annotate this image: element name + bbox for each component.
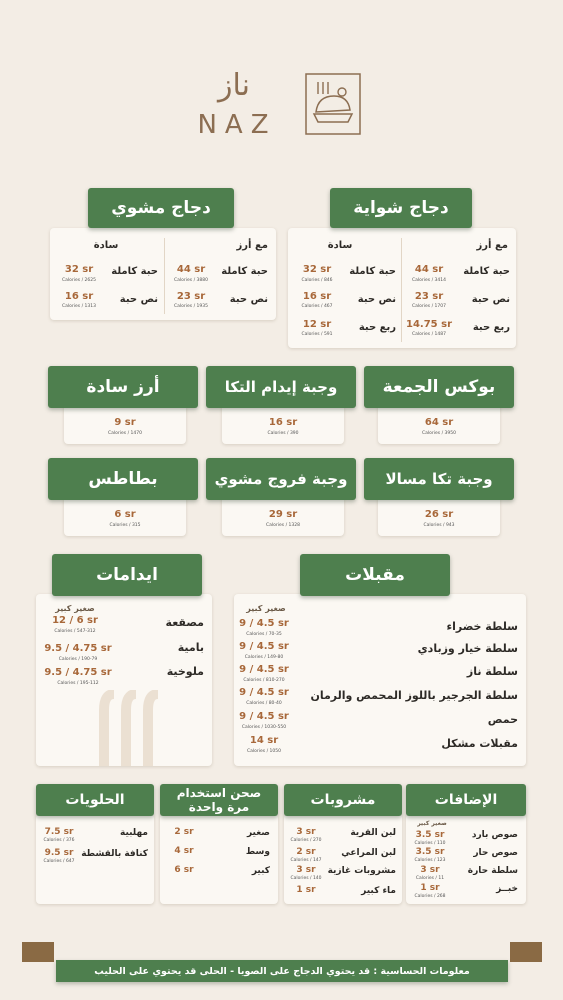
mashwi-plain-label: سادة: [93, 240, 119, 251]
farouj-meal-price: 29 sr: [268, 509, 298, 520]
shawaya-plain-price-2: 12 sr: [302, 319, 332, 330]
idamat-cal-2: Calories / 195-112: [57, 681, 99, 686]
footer-right-accent: [510, 942, 542, 962]
idamat-price-1: 9.5 / 4.75 sr: [44, 643, 112, 654]
shawaya-rice-item-2: ربع حبة: [472, 322, 510, 333]
dessert-price-0: 7.5 sr: [44, 827, 74, 837]
appetizer-price-3: 9 / 4.5 sr: [239, 687, 289, 698]
addition-cal-1: Calories / 123: [414, 858, 446, 863]
plate-item-0: صغير: [246, 828, 270, 838]
addition-price-0: 3.5 sr: [415, 830, 445, 840]
appetizer-item-0: سلطة خضراء: [446, 620, 518, 633]
shawaya-plain-price-1: 16 sr: [302, 291, 332, 302]
shawaya-rice-item-0: حبة كاملة: [463, 266, 510, 277]
mashwi-plain-item-1: نص حبة: [119, 294, 158, 305]
plate-price-2: 6 sr: [174, 865, 194, 875]
mashwi-rice-item-0: حبة كاملة: [221, 266, 268, 277]
addition-item-2: سلطة حارة: [467, 866, 518, 876]
appetizer-price-0: 9 / 4.5 sr: [239, 618, 289, 629]
shawaya-rice-cal-2: Calories / 1487: [412, 332, 446, 337]
idamat-item-2: ملوخية: [166, 665, 204, 678]
appetizer-item-2: سلطة ناز: [466, 665, 518, 678]
addition-item-1: صوص حار: [473, 848, 518, 858]
farouj-meal-header: وجبة فروج مشوي: [206, 458, 356, 500]
mashwi-rice-cal-1: Calories / 1935: [174, 304, 208, 309]
desserts-header: الحلويات: [36, 784, 154, 816]
potatoes-cal: Calories / 315: [109, 523, 141, 528]
mashwi-plain-price-0: 32 sr: [64, 264, 94, 275]
idamat-item-0: مصقعة: [165, 616, 204, 629]
friday-box-price: 64 sr: [424, 417, 454, 428]
appetizer-cal-0: Calories / 70-35: [246, 632, 282, 637]
addition-item-3: خبــز: [496, 884, 518, 894]
dessert-cal-1: Calories / 647: [43, 859, 75, 864]
shawaya-header: دجاج شواية: [330, 188, 472, 228]
plates-header-line1: صحن استخدام: [176, 786, 262, 800]
appetizer-item-5: مقبلات مشكل: [441, 737, 518, 750]
shawaya-rice-cal-0: Calories / 3414: [412, 278, 446, 283]
shawaya-rice-price-1: 23 sr: [414, 291, 444, 302]
mashwi-rice-item-1: نص حبة: [229, 294, 268, 305]
additions-header: الإضافات: [406, 784, 526, 816]
drink-cal-2: Calories / 140: [290, 876, 322, 881]
mashwi-rice-price-0: 44 sr: [176, 264, 206, 275]
shawaya-rice-price-2: 14.75 sr: [406, 319, 452, 330]
drink-item-2: مشروبات غازية: [327, 866, 396, 876]
drink-item-3: ماء كبير: [361, 886, 396, 896]
shawaya-plain-price-0: 32 sr: [302, 264, 332, 275]
mashwi-header: دجاج مشوي: [88, 188, 234, 228]
appetizer-price-1: 9 / 4.5 sr: [239, 641, 289, 652]
potatoes-header: بطاطس: [48, 458, 198, 500]
idamat-price-0: 12 / 6 sr: [52, 615, 98, 626]
additions-size-label: صغير كبير: [417, 820, 447, 827]
appetizer-price-5: 14 sr: [249, 735, 279, 746]
drink-item-0: لبن القرية: [350, 828, 396, 838]
farouj-meal-cal: Calories / 1328: [266, 523, 300, 528]
allergy-banner: [56, 960, 508, 982]
appetizers-header: مقبلات: [300, 554, 450, 596]
appetizer-cal-3: Calories / 80-40: [246, 701, 282, 706]
tikka-idam-price: 16 sr: [268, 417, 298, 428]
shawaya-divider: [401, 238, 402, 342]
idamat-header: ايدامات: [52, 554, 202, 596]
tikka-masala-header: وجبة تكا مسالا: [364, 458, 514, 500]
plain-rice-header: أرز سادة: [48, 366, 198, 408]
friday-box-header: بوكس الجمعة: [364, 366, 514, 408]
idamat-cal-0: Calories / 547-312: [54, 629, 96, 634]
drink-item-1: لبن المراعي: [341, 848, 396, 858]
plate-price-1: 4 sr: [174, 846, 194, 856]
tikka-masala-cal: Calories / 943: [423, 523, 455, 528]
plain-rice-cal: Calories / 1470: [108, 431, 142, 436]
tikka-idam-header: وجبة إيدام التكا: [206, 366, 356, 408]
plain-rice-price: 9 sr: [114, 417, 136, 428]
plate-item-2: كبير: [251, 866, 270, 876]
mashwi-rice-price-1: 23 sr: [176, 291, 206, 302]
drink-price-3: 1 sr: [296, 885, 316, 895]
mashwi-with-rice-label: مع أرز: [236, 240, 268, 251]
footer-left-accent: [22, 942, 54, 962]
drinks-header: مشروبات: [284, 784, 402, 816]
decorative-stripes-icon: [96, 690, 166, 766]
drink-price-1: 2 sr: [296, 847, 316, 857]
dessert-cal-0: Calories / 376: [43, 838, 75, 843]
appetizer-item-3: سلطة الجرجير باللوز المحمص والرمان: [310, 689, 518, 702]
dessert-price-1: 9.5 sr: [44, 848, 74, 858]
shawaya-plain-cal-0: Calories / 846: [301, 278, 333, 283]
idamat-price-2: 9.5 / 4.75 sr: [44, 667, 112, 678]
shawaya-plain-label: سادة: [327, 240, 353, 251]
plate-price-0: 2 sr: [174, 827, 194, 837]
mashwi-rice-cal-0: Calories / 3880: [174, 278, 208, 283]
addition-cal-0: Calories / 110: [414, 841, 446, 846]
shawaya-rice-item-1: نص حبة: [471, 294, 510, 305]
drink-price-0: 3 sr: [296, 827, 316, 837]
appetizer-price-2: 9 / 4.5 sr: [239, 664, 289, 675]
plate-item-1: وسط: [245, 847, 270, 857]
mashwi-plain-price-1: 16 sr: [64, 291, 94, 302]
idamat-size-label: صغير كبير: [55, 604, 95, 613]
shawaya-plain-item-2: ربع حبة: [358, 322, 396, 333]
appetizer-item-4: حمص: [487, 713, 518, 726]
idamat-item-1: بامية: [177, 641, 204, 654]
chicken-logo-icon: [304, 72, 362, 136]
tikka-masala-price: 26 sr: [424, 509, 454, 520]
addition-price-2: 3 sr: [420, 865, 440, 875]
appetizer-cal-2: Calories / 810-270: [243, 678, 285, 683]
appetizers-size-label: صغير كبير: [246, 604, 286, 613]
shawaya-plain-item-0: حبة كاملة: [349, 266, 396, 277]
appetizer-cal-5: Calories / 1050: [247, 749, 281, 754]
mashwi-plain-item-0: حبة كاملة: [111, 266, 158, 277]
dessert-item-0: مهلبية: [120, 828, 148, 838]
shawaya-with-rice-label: مع أرز: [476, 240, 508, 251]
shawaya-plain-cal-2: Calories / 591: [301, 332, 333, 337]
dessert-item-1: كنافة بالقشطة: [81, 849, 148, 859]
shawaya-plain-item-1: نص حبة: [357, 294, 396, 305]
potatoes-price: 6 sr: [114, 509, 136, 520]
addition-price-1: 3.5 sr: [415, 847, 445, 857]
addition-price-3: 1 sr: [420, 883, 440, 893]
addition-cal-2: Calories / 11: [415, 876, 445, 881]
shawaya-plain-cal-1: Calories / 467: [301, 304, 333, 309]
mashwi-plain-cal-0: Calories / 2625: [62, 278, 96, 283]
brand-latin-wordmark: NAZ: [197, 110, 277, 140]
appetizer-cal-1: Calories / 149-80: [244, 655, 284, 660]
mashwi-plain-cal-1: Calories / 1313: [62, 304, 96, 309]
shawaya-rice-price-0: 44 sr: [414, 264, 444, 275]
appetizer-item-1: سلطة خيار وزبادي: [417, 642, 518, 655]
mashwi-divider: [164, 238, 165, 314]
addition-item-0: صوص بارد: [471, 830, 518, 840]
plates-header: [160, 784, 278, 816]
appetizer-price-4: 9 / 4.5 sr: [239, 711, 289, 722]
friday-box-cal: Calories / 3950: [422, 431, 456, 436]
shawaya-rice-cal-1: Calories / 1707: [412, 304, 446, 309]
drink-price-2: 3 sr: [296, 865, 316, 875]
appetizer-cal-4: Calories / 1030-550: [241, 725, 287, 730]
allergy-note: معلومات الحساسية : قد يحتوي الدجاج على الصويا - الحلى قد يحتوي على الحليب: [94, 965, 470, 977]
tikka-idam-cal: Calories / 390: [267, 431, 299, 436]
brand-logo: [190, 68, 370, 140]
drink-cal-1: Calories / 147: [290, 858, 322, 863]
brand-arabic-wordmark: ناز: [218, 68, 250, 103]
addition-cal-3: Calories / 268: [414, 894, 446, 899]
plates-header-line2: مرة واحدة: [188, 800, 250, 814]
drink-cal-0: Calories / 270: [290, 838, 322, 843]
idamat-cal-1: Calories / 190-79: [58, 657, 98, 662]
